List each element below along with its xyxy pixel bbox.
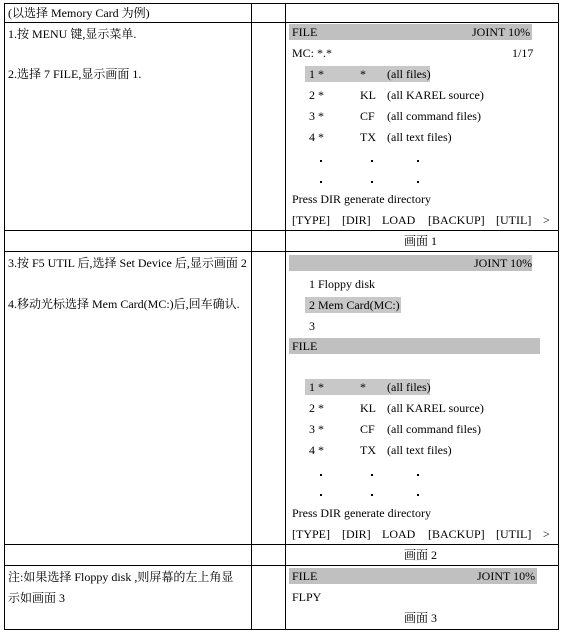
fkey-next[interactable]: > [543,527,550,541]
step-4-text: 4.移动光标选择 Mem Card(MC:)后,回车确认. [8,297,240,311]
file-ext[interactable]: CF [360,422,375,436]
file-ext[interactable]: KL [360,401,376,415]
step-2-text: 2.选择 7 FILE,显示画面 1. [8,67,142,81]
file-ext[interactable]: CF [360,109,375,123]
ellipsis-dot [371,160,373,162]
fkey-type[interactable]: [TYPE] [292,527,330,541]
fkey-backup[interactable]: [BACKUP] [428,213,485,227]
fkey-util[interactable]: [UTIL] [496,213,532,227]
column-divider [251,3,252,630]
row-divider [4,230,559,231]
file-num[interactable]: 2 * [309,88,324,102]
screen-title: FILE [292,25,318,39]
file-desc[interactable]: (all command files) [387,422,481,436]
file-desc[interactable]: (all text files) [387,130,452,144]
fkey-load[interactable]: LOAD [382,527,416,541]
screen-caption: 画面 3 [404,611,438,625]
ellipsis-dot [320,160,322,162]
table-border-right [558,3,559,630]
file-num[interactable]: 2 * [309,401,324,415]
screen-title: FILE [292,339,318,353]
file-num[interactable]: 4 * [309,443,324,457]
ellipsis-dot [417,494,419,496]
note-text-line-2: 示如画面 3 [8,591,66,605]
device-option[interactable]: 3 [309,319,315,333]
prompt-text: Press DIR generate directory [292,192,431,206]
file-num[interactable]: 4 * [309,130,324,144]
device-text: FLPY [292,590,322,604]
ellipsis-dot [371,474,373,476]
status-text: JOINT 10% [472,25,531,39]
table-border-bottom [4,629,559,630]
screen-caption: 画面 2 [404,548,438,562]
status-text: JOINT 10% [474,256,533,270]
file-desc[interactable]: (all command files) [387,109,481,123]
row-divider [4,22,559,23]
file-ext[interactable]: KL [360,88,376,102]
screen-caption: 画面 1 [404,234,438,248]
file-num[interactable]: 3 * [309,422,324,436]
ellipsis-dot [320,181,322,183]
row-divider [4,251,559,252]
intro-text: (以选择 Memory Card 为例) [8,6,150,20]
ellipsis-dot [417,474,419,476]
fkey-util[interactable]: [UTIL] [496,527,532,541]
file-ext[interactable]: TX [360,130,376,144]
file-num[interactable]: 1 * [309,380,324,394]
fkey-type[interactable]: [TYPE] [292,213,330,227]
file-desc[interactable]: (all files) [387,67,431,81]
row-divider [4,565,559,566]
fkey-dir[interactable]: [DIR] [342,213,371,227]
file-desc[interactable]: (all KAREL source) [387,401,484,415]
file-ext[interactable]: * [360,380,366,394]
file-title-bar [289,338,540,354]
path-text: MC: *.* [292,46,333,60]
ellipsis-dot [320,494,322,496]
fkey-next[interactable]: > [543,213,550,227]
fkey-backup[interactable]: [BACKUP] [428,527,485,541]
table-border-top [4,3,559,4]
device-option[interactable]: 1 Floppy disk [309,277,376,291]
ellipsis-dot [417,160,419,162]
file-ext[interactable]: * [360,67,366,81]
step-1-text: 1.按 MENU 键,显示菜单. [8,27,137,41]
page-indicator: 1/17 [512,46,534,60]
file-num[interactable]: 1 * [309,67,324,81]
ellipsis-dot [417,181,419,183]
file-num[interactable]: 3 * [309,109,324,123]
fkey-dir[interactable]: [DIR] [342,527,371,541]
column-divider [285,3,286,630]
file-desc[interactable]: (all KAREL source) [387,88,484,102]
step-3-text: 3.按 F5 UTIL 后,选择 Set Device 后,显示画面 2 [8,256,247,270]
fkey-load[interactable]: LOAD [382,213,416,227]
file-ext[interactable]: TX [360,443,376,457]
ellipsis-dot [371,181,373,183]
status-text: JOINT 10% [477,569,536,583]
screen-title: FILE [292,569,318,583]
row-divider [4,544,559,545]
file-desc[interactable]: (all files) [387,380,431,394]
prompt-text: Press DIR generate directory [292,506,431,520]
device-option-selected[interactable]: 2 Mem Card(MC:) [309,298,400,312]
file-desc[interactable]: (all text files) [387,443,452,457]
ellipsis-dot [320,474,322,476]
table-border-left [4,3,5,630]
note-text-line-1: 注:如果选择 Floppy disk ,则屏幕的左上角显 [8,570,234,584]
ellipsis-dot [371,494,373,496]
